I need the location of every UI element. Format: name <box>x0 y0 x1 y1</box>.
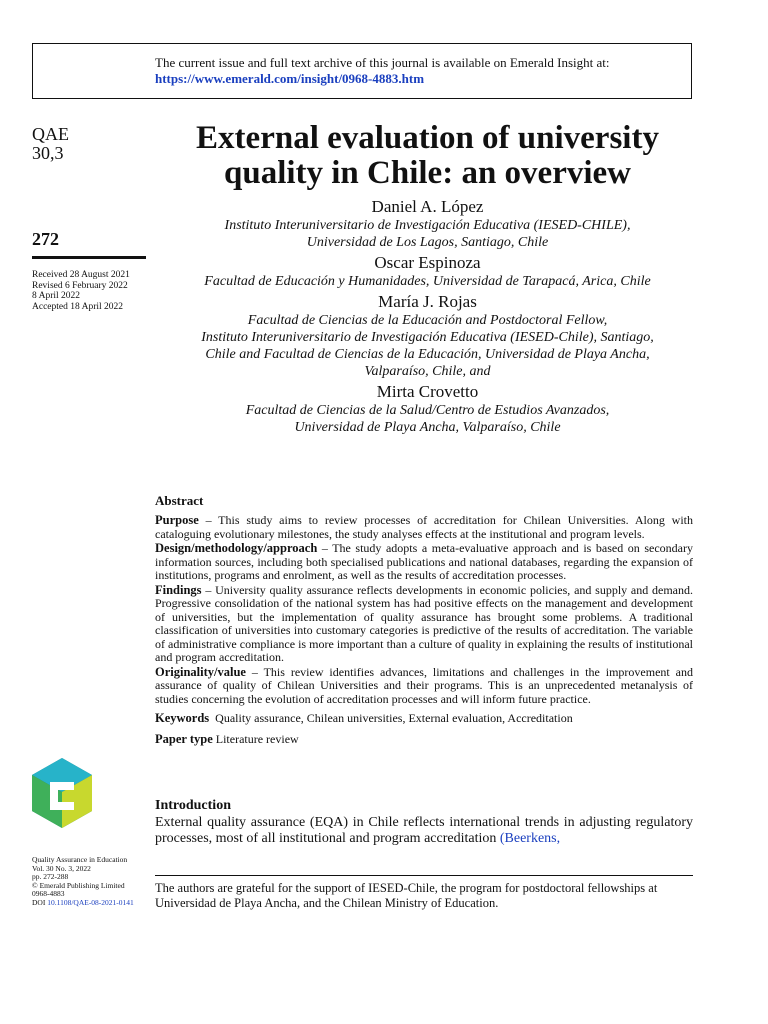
doi-link[interactable]: 10.1108/QAE-08-2021-0141 <box>47 897 134 907</box>
journal-info <box>32 856 134 908</box>
keywords-text: Quality assurance, Chilean universities, External evaluation, Accreditation <box>215 711 573 725</box>
date-received: Received 28 August 2021 <box>32 270 130 280</box>
abstract-body <box>155 514 693 747</box>
journal-abbr: QAE <box>32 124 69 144</box>
date-accepted: Accepted 18 April 2022 <box>32 301 124 312</box>
footnote-rule <box>155 875 693 876</box>
author <box>150 292 705 380</box>
paper-type <box>155 733 693 747</box>
doi-line <box>32 899 134 908</box>
introduction-heading: Introduction <box>155 798 231 813</box>
author-name: Mirta Crovetto <box>376 382 479 401</box>
title-line-1: External evaluation of university <box>196 120 659 156</box>
keywords-label: Keywords <box>155 711 210 725</box>
journal-pages: pp. 272-288 <box>32 872 69 882</box>
page-number: 272 <box>32 229 59 249</box>
author-affiliation: Universidad de Playa Ancha, Valparaíso, Chile <box>294 420 561 435</box>
author-affiliation: Universidad de Los Lagos, Santiago, Chile <box>306 235 549 250</box>
abstract-purpose <box>155 514 693 541</box>
design-text: – The study adopts a meta-evaluative approach and is based on secondary information sources, including both specialised publications and national databases, regarding the expansion of institutions, programs and enrolment, as well as the results of accreditation processes. <box>155 541 693 582</box>
introduction-text <box>155 815 693 847</box>
doi-label: DOI <box>32 897 46 907</box>
author <box>150 382 705 436</box>
emerald-logo-icon <box>32 758 92 828</box>
author-affiliation: Instituto Interuniversitario de Investigación Educativa (IESED-Chile), Santiago, <box>201 330 654 345</box>
author <box>150 253 705 290</box>
author-affiliation: Facultad de Ciencias de la Salud/Centro de Estudios Avanzados, <box>245 403 610 418</box>
journal-issn: 0968-4883 <box>32 889 65 899</box>
keywords <box>155 712 693 726</box>
purpose-label: Purpose <box>155 513 199 527</box>
date-revised: Revised 6 February 2022 <box>32 280 128 291</box>
author-affiliation: Valparaíso, Chile, and <box>364 364 491 379</box>
margin-rule <box>32 256 146 259</box>
originality-label: Originality/value <box>155 664 246 679</box>
author-name: Daniel A. López <box>371 197 484 216</box>
journal-name: Quality Assurance in Education <box>32 855 128 864</box>
author-affiliation: Facultad de Ciencias de la Educación and Postdoctoral Fellow, <box>247 313 608 328</box>
abstract-findings <box>155 584 693 665</box>
availability-text: The current issue and full text archive of this journal is available on Emerald Insight at: <box>155 55 610 70</box>
acknowledgement-footnote: The authors are grateful for the support of IESED-Chile, the program for postdoctoral fellowships at Universidad de Playa Ancha, and the Chilean Ministry of Education. <box>155 881 658 910</box>
author-name: María J. Rojas <box>378 292 477 311</box>
submission-dates <box>32 270 130 312</box>
findings-label: Findings <box>155 582 202 597</box>
paper-title <box>150 121 705 191</box>
journal-publisher: © Emerald Publishing Limited <box>32 880 125 890</box>
author-name: Oscar Espinoza <box>374 253 481 272</box>
abstract-heading: Abstract <box>155 493 204 508</box>
paper-type-label: Paper type <box>155 731 213 746</box>
abstract-originality <box>155 666 693 707</box>
paper-type-text: Literature review <box>215 731 299 746</box>
author-affiliation: Instituto Interuniversitario de Investigación Educativa (IESED-CHILE), <box>224 218 631 233</box>
abstract-design <box>155 542 693 583</box>
findings-text: – University quality assurance reflects developments in economic policies, and supply and demand. Progressive consolidation of the national system has had positive effects on the management and development of universities, but the implementation of quality assurance has brought some problems. A traditional classification of universities into customary categories is predictive of the results of accreditation. The variable of administrative compliance is more important than a culture of quality in explaining the results of institutional and program accreditation. <box>155 582 693 664</box>
availability-notice <box>155 55 610 87</box>
intro-body: External quality assurance (EQA) in Chile reflects international trends in adjusting regulatory processes, most of all institutional and program accreditation <box>155 815 693 846</box>
originality-text: – This review identifies advances, limitations and challenges in the improvement and assurance of quality of Chilean Universities and their programs. This is an unprecedented metanalysis of studies concerning the evolution of accreditation processes and will inform future practice. <box>155 664 693 706</box>
author-affiliation: Chile and Facultad de Ciencias de la Educación, Universidad de Playa Ancha, <box>205 347 650 362</box>
author <box>150 197 705 251</box>
author-affiliation: Facultad de Educación y Humanidades, Universidad de Tarapacá, Arica, Chile <box>204 274 651 289</box>
journal-abbreviation <box>32 125 69 163</box>
citation-link[interactable]: (Beerkens, <box>499 831 561 846</box>
title-line-2: quality in Chile: an overview <box>223 155 631 191</box>
volume-issue: 30,3 <box>32 143 64 163</box>
date-revised-2: 8 April 2022 <box>32 291 81 301</box>
journal-volume: Vol. 30 No. 3, 2022 <box>32 863 91 873</box>
design-label: Design/methodology/approach <box>155 541 318 555</box>
journal-url-link[interactable]: https://www.emerald.com/insight/0968-4883.htm <box>155 71 425 86</box>
purpose-text: – This study aims to review processes of accreditation for Chilean Universities. Along with cataloguing evolutionary milestones, the study analyses effects at the institutional and program levels. <box>155 513 693 541</box>
author-list <box>150 197 705 438</box>
